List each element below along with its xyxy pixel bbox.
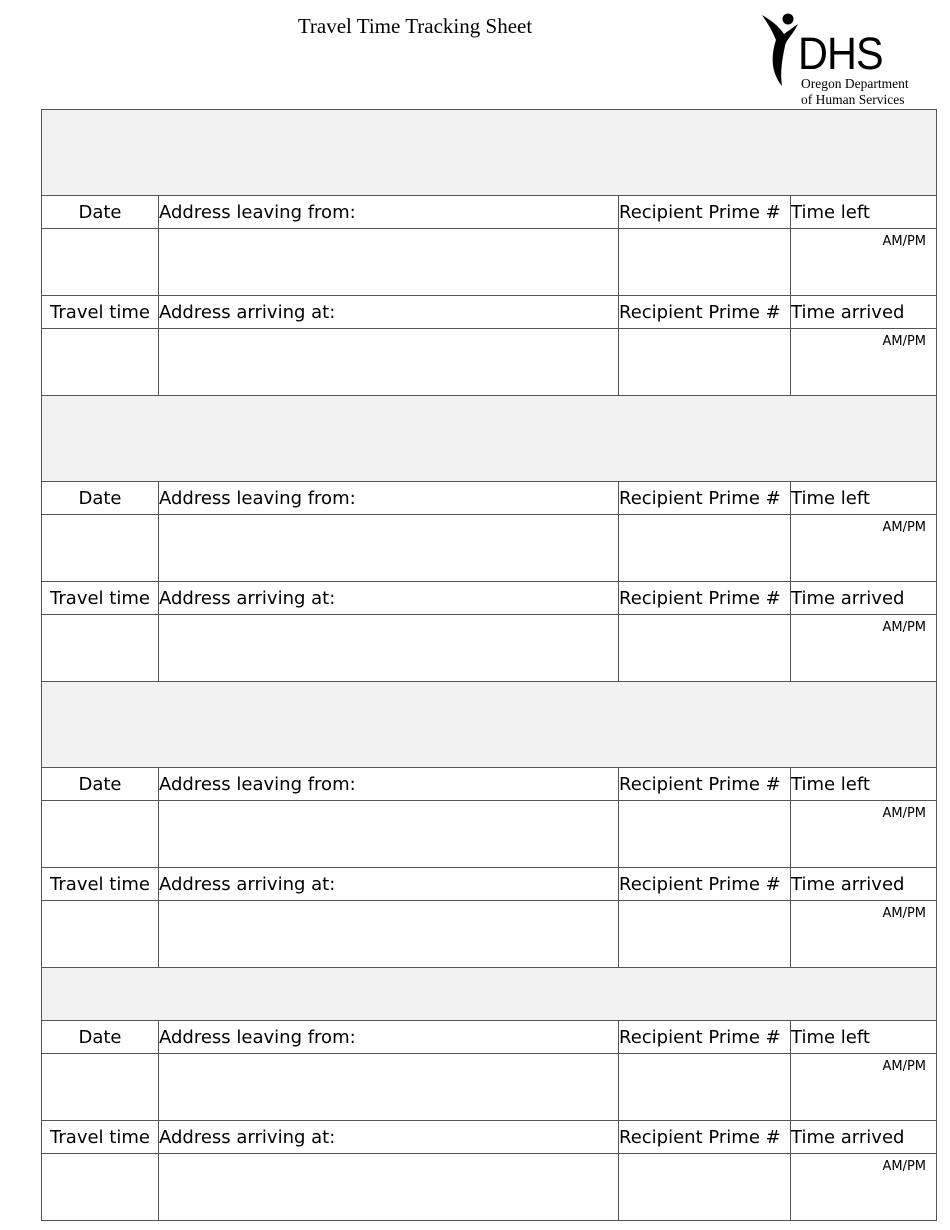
address-arriving-field[interactable] [159,901,619,968]
departure-entry-row [42,1054,937,1121]
departure-header-row [42,1021,937,1054]
time-left-field[interactable]: AM/PM [791,515,937,582]
departure-header-row [42,768,937,801]
shaded-band [42,968,937,1021]
arrival-header-row [42,1121,937,1154]
departure-entry-row [42,515,937,582]
recipient-prime-field[interactable] [619,615,791,682]
time-arrived-label: Time arrived [791,582,937,615]
recipient-prime-field[interactable] [619,1154,791,1221]
block-shade-row [42,968,937,1021]
logo-org-line2: of Human Services [801,92,905,107]
recipient-prime-label: Recipient Prime # [619,582,791,615]
address-arriving-field[interactable] [159,615,619,682]
time-left-field[interactable]: AM/PM [791,1054,937,1121]
logo-org-name [801,76,909,108]
date-label: Date [42,768,159,801]
departure-entry-row [42,801,937,868]
arrival-entry-row [42,615,937,682]
date-field[interactable] [42,1054,159,1121]
travel-time-label: Travel time [42,1121,159,1154]
travel-time-field[interactable] [42,1154,159,1221]
block-shade-row [42,110,937,196]
address-leaving-label: Address leaving from: [159,196,619,229]
address-arriving-label: Address arriving at: [159,296,619,329]
travel-time-field[interactable] [42,329,159,396]
departure-header-row [42,196,937,229]
recipient-prime-label: Recipient Prime # [619,196,791,229]
address-leaving-field[interactable] [159,515,619,582]
recipient-prime-field[interactable] [619,515,791,582]
address-arriving-label: Address arriving at: [159,582,619,615]
address-leaving-field[interactable] [159,229,619,296]
recipient-prime-label: Recipient Prime # [619,1021,791,1054]
address-leaving-label: Address leaving from: [159,482,619,515]
time-left-label: Time left [791,196,937,229]
block-shade-row [42,682,937,768]
departure-header-row [42,482,937,515]
shaded-band [42,110,937,196]
address-arriving-label: Address arriving at: [159,868,619,901]
time-arrived-field[interactable]: AM/PM [791,329,937,396]
time-left-label: Time left [791,1021,937,1054]
time-left-field[interactable]: AM/PM [791,229,937,296]
recipient-prime-label: Recipient Prime # [619,1121,791,1154]
date-label: Date [42,196,159,229]
recipient-prime-field[interactable] [619,901,791,968]
arrival-entry-row [42,329,937,396]
recipient-prime-label: Recipient Prime # [619,868,791,901]
block-shade-row [42,396,937,482]
time-arrived-label: Time arrived [791,868,937,901]
date-field[interactable] [42,515,159,582]
address-arriving-field[interactable] [159,329,619,396]
shaded-band [42,396,937,482]
recipient-prime-field[interactable] [619,229,791,296]
shaded-band [42,682,937,768]
travel-time-field[interactable] [42,615,159,682]
date-label: Date [42,482,159,515]
recipient-prime-field[interactable] [619,329,791,396]
time-arrived-field[interactable]: AM/PM [791,1154,937,1221]
recipient-prime-field[interactable] [619,1054,791,1121]
recipient-prime-label: Recipient Prime # [619,296,791,329]
time-arrived-field[interactable]: AM/PM [791,901,937,968]
address-leaving-label: Address leaving from: [159,1021,619,1054]
dhs-logo [758,12,938,110]
arrival-header-row [42,582,937,615]
address-leaving-field[interactable] [159,801,619,868]
date-label: Date [42,1021,159,1054]
address-arriving-field[interactable] [159,1154,619,1221]
logo-org-line1: Oregon Department [801,76,909,91]
date-field[interactable] [42,229,159,296]
time-left-label: Time left [791,482,937,515]
departure-entry-row [42,229,937,296]
travel-time-label: Travel time [42,582,159,615]
date-field[interactable] [42,801,159,868]
time-left-field[interactable]: AM/PM [791,801,937,868]
address-leaving-label: Address leaving from: [159,768,619,801]
time-arrived-label: Time arrived [791,1121,937,1154]
time-arrived-label: Time arrived [791,296,937,329]
arrival-header-row [42,868,937,901]
logo-dhs-text: DHS [798,28,883,79]
recipient-prime-label: Recipient Prime # [619,768,791,801]
arrival-entry-row [42,901,937,968]
travel-time-field[interactable] [42,901,159,968]
address-leaving-field[interactable] [159,1054,619,1121]
travel-log-table [41,109,937,1221]
arrival-header-row [42,296,937,329]
travel-time-label: Travel time [42,868,159,901]
recipient-prime-label: Recipient Prime # [619,482,791,515]
time-left-label: Time left [791,768,937,801]
time-arrived-field[interactable]: AM/PM [791,615,937,682]
travel-time-label: Travel time [42,296,159,329]
document-title: Travel Time Tracking Sheet [297,14,533,38]
arrival-entry-row [42,1154,937,1221]
address-arriving-label: Address arriving at: [159,1121,619,1154]
recipient-prime-field[interactable] [619,801,791,868]
